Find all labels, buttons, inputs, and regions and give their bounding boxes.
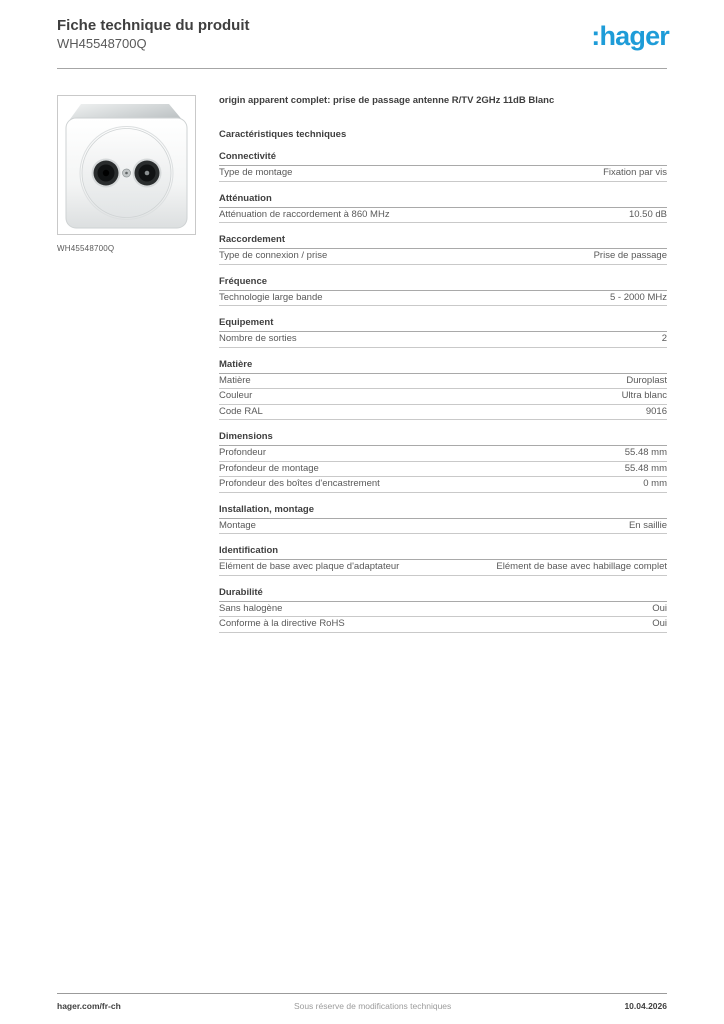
spec-label: Sans halogène bbox=[219, 602, 283, 614]
spec-rows bbox=[219, 332, 667, 348]
spec-section bbox=[219, 318, 667, 348]
spec-section-title: Connectivité bbox=[219, 152, 667, 166]
spec-row bbox=[219, 166, 667, 182]
spec-row bbox=[219, 291, 667, 307]
spec-label: Profondeur de montage bbox=[219, 462, 319, 474]
header-text-block bbox=[57, 17, 250, 51]
spec-section bbox=[219, 194, 667, 224]
spec-label: Type de montage bbox=[219, 167, 293, 178]
centre-screw bbox=[123, 169, 131, 177]
spec-label: Nombre de sorties bbox=[219, 333, 297, 344]
spec-value: Duroplast bbox=[626, 374, 667, 386]
coax-female-connector bbox=[92, 159, 121, 188]
spec-section bbox=[219, 152, 667, 182]
hager-logo: :hager bbox=[591, 21, 669, 51]
spec-row bbox=[219, 519, 667, 535]
spec-section bbox=[219, 505, 667, 535]
spec-rows bbox=[219, 519, 667, 535]
spec-label: Elément de base avec plaque d'adaptateur bbox=[219, 561, 400, 572]
page-header bbox=[57, 17, 669, 51]
spec-row bbox=[219, 332, 667, 348]
spec-row bbox=[219, 389, 667, 405]
spec-label: Profondeur bbox=[219, 447, 267, 458]
spec-rows bbox=[219, 291, 667, 307]
spec-row bbox=[219, 560, 667, 576]
spec-label: Couleur bbox=[219, 390, 253, 401]
spec-value: Oui bbox=[652, 618, 667, 629]
spec-value: 55.48 mm bbox=[624, 447, 667, 458]
spec-label: Code RAL bbox=[219, 405, 263, 417]
spec-rows bbox=[219, 249, 667, 265]
spec-section-title: Raccordement bbox=[219, 235, 667, 249]
content-area bbox=[57, 95, 667, 633]
spec-value: Elément de base avec habillage complet bbox=[496, 561, 667, 572]
spec-value: Ultra blanc bbox=[621, 390, 667, 401]
spec-section-title: Dimensions bbox=[219, 432, 667, 446]
product-image-caption: WH45548700Q bbox=[57, 244, 115, 253]
spec-value: 2 bbox=[661, 333, 667, 344]
spec-value: Fixation par vis bbox=[603, 167, 667, 178]
antenna-socket-illustration bbox=[58, 96, 195, 234]
spec-rows bbox=[219, 374, 667, 421]
spec-value: 0 mm bbox=[643, 478, 667, 489]
spec-label: Montage bbox=[219, 519, 256, 531]
product-image bbox=[57, 95, 196, 235]
coax-male-connector bbox=[133, 159, 162, 188]
spec-rows bbox=[219, 446, 667, 493]
spec-section bbox=[219, 277, 667, 307]
spec-row bbox=[219, 602, 667, 618]
footer-website-link[interactable]: hager.com/fr-ch bbox=[57, 1001, 121, 1011]
spec-section-title: Matière bbox=[219, 360, 667, 374]
spec-section-title: Identification bbox=[219, 546, 667, 560]
spec-row bbox=[219, 374, 667, 390]
spec-row bbox=[219, 249, 667, 265]
spec-row bbox=[219, 617, 667, 633]
product-reference: WH45548700Q bbox=[57, 36, 147, 51]
spec-value: 55.48 mm bbox=[624, 462, 667, 474]
spec-sections bbox=[219, 152, 667, 633]
spec-section bbox=[219, 546, 667, 576]
spec-row bbox=[219, 462, 667, 478]
spec-row bbox=[219, 446, 667, 462]
spec-label: Technologie large bande bbox=[219, 291, 323, 303]
spec-section-title: Equipement bbox=[219, 318, 667, 332]
spec-section-title: Installation, montage bbox=[219, 505, 667, 519]
spec-section-title: Fréquence bbox=[219, 277, 667, 291]
spec-section-title: Durabilité bbox=[219, 588, 667, 602]
spec-rows bbox=[219, 560, 667, 576]
spec-label: Conforme à la directive RoHS bbox=[219, 618, 345, 629]
footer-date: 10.04.2026 bbox=[624, 1001, 667, 1011]
spec-rows bbox=[219, 166, 667, 182]
spec-rows bbox=[219, 208, 667, 224]
characteristics-title: Caractéristiques techniques bbox=[219, 129, 347, 140]
spec-label: Type de connexion / prise bbox=[219, 250, 328, 261]
page-footer bbox=[57, 993, 667, 1011]
spec-row bbox=[219, 477, 667, 493]
spec-column bbox=[219, 95, 667, 633]
spec-row bbox=[219, 208, 667, 224]
spec-label: Profondeur des boîtes d'encastrement bbox=[219, 478, 380, 489]
spec-section bbox=[219, 432, 667, 493]
spec-value: 10.50 dB bbox=[628, 208, 667, 220]
spec-section bbox=[219, 360, 667, 421]
spec-label: Matière bbox=[219, 374, 251, 386]
spec-section-title: Atténuation bbox=[219, 194, 667, 208]
spec-value: Prise de passage bbox=[593, 250, 667, 261]
spec-rows bbox=[219, 602, 667, 633]
spec-value: Oui bbox=[652, 602, 667, 614]
spec-section bbox=[219, 588, 667, 633]
spec-section bbox=[219, 235, 667, 265]
header-divider bbox=[57, 68, 667, 69]
product-description: origin apparent complet: prise de passage antenne R/TV 2GHz 11dB Blanc bbox=[219, 95, 555, 106]
spec-value: 5 - 2000 MHz bbox=[609, 291, 667, 303]
spec-value: En saillie bbox=[628, 519, 667, 531]
spec-row bbox=[219, 405, 667, 421]
footer-disclaimer: Sous réserve de modifications techniques bbox=[293, 1001, 452, 1011]
page-title: Fiche technique du produit bbox=[57, 17, 250, 34]
spec-label: Atténuation de raccordement à 860 MHz bbox=[219, 208, 390, 220]
spec-value: 9016 bbox=[645, 405, 667, 417]
product-image-column bbox=[57, 95, 196, 633]
